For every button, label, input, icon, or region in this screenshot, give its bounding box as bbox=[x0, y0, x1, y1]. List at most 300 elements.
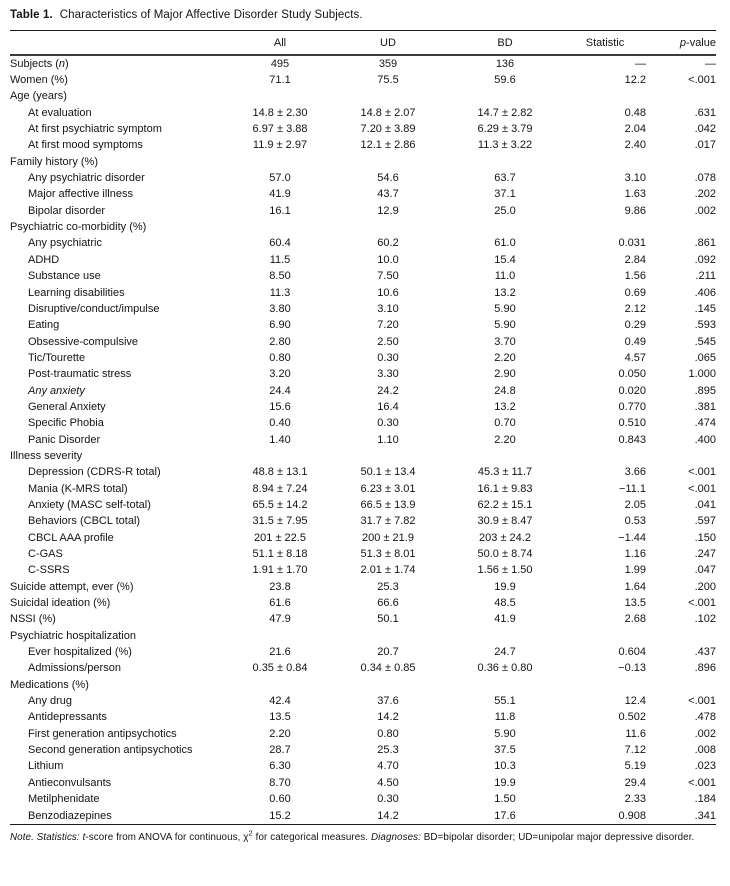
table-row bbox=[10, 775, 716, 791]
cell-p-value bbox=[646, 154, 716, 170]
cell-all: 24.4 bbox=[269, 384, 291, 397]
cell-bd bbox=[446, 89, 564, 105]
cell-bd: 11.8 bbox=[494, 711, 516, 724]
table-row bbox=[10, 546, 716, 562]
row-label: Depression (CDRS-R total) bbox=[28, 466, 161, 479]
cell-p-value: .400 bbox=[694, 433, 716, 446]
cell-all: 41.9 bbox=[269, 188, 291, 201]
cell-all bbox=[230, 628, 330, 644]
cell-all bbox=[230, 677, 330, 693]
cell-bd: 136 bbox=[495, 57, 515, 70]
cell-p-value: <.001 bbox=[688, 74, 716, 87]
table-row bbox=[10, 726, 716, 742]
cell-p-value: .200 bbox=[694, 580, 716, 593]
cell-statistic: 0.48 bbox=[624, 106, 646, 119]
column-header-ud: UD bbox=[380, 37, 396, 49]
cell-bd: 11.3 ± 3.22 bbox=[477, 139, 533, 152]
cell-p-value: <.001 bbox=[688, 466, 716, 479]
cell-statistic: 12.4 bbox=[624, 695, 646, 708]
cell-statistic: −1.44 bbox=[618, 531, 646, 544]
row-label: Psychiatric hospitalization bbox=[10, 629, 136, 642]
cell-all: 60.4 bbox=[269, 237, 291, 250]
cell-p-value: .437 bbox=[694, 646, 716, 659]
table-body bbox=[10, 55, 716, 825]
cell-p-value: .078 bbox=[694, 172, 716, 185]
cell-all: 57.0 bbox=[269, 172, 291, 185]
cell-all: 61.6 bbox=[269, 597, 291, 610]
cell-bd: 10.3 bbox=[494, 760, 516, 773]
cell-statistic bbox=[564, 628, 646, 644]
cell-all: 0.35 ± 0.84 bbox=[252, 662, 308, 675]
cell-ud: 12.1 ± 2.86 bbox=[360, 139, 416, 152]
cell-ud: 0.34 ± 0.85 bbox=[360, 662, 416, 675]
cell-statistic: 2.68 bbox=[624, 613, 646, 626]
cell-all: 42.4 bbox=[269, 695, 291, 708]
table-row bbox=[10, 236, 716, 252]
section-row bbox=[10, 219, 716, 235]
cell-ud: 75.5 bbox=[377, 74, 399, 87]
cell-ud bbox=[330, 628, 446, 644]
cell-bd bbox=[446, 219, 564, 235]
cell-ud: 0.80 bbox=[377, 727, 399, 740]
column-header-bd: BD bbox=[497, 37, 513, 49]
cell-ud: 16.4 bbox=[377, 400, 399, 413]
cell-p-value: <.001 bbox=[688, 695, 716, 708]
cell-p-value: .017 bbox=[694, 139, 716, 152]
cell-ud: 6.23 ± 3.01 bbox=[360, 482, 416, 495]
cell-bd: 1.56 ± 1.50 bbox=[477, 564, 533, 577]
table-title-label: Table 1. bbox=[10, 9, 53, 21]
cell-statistic: 2.12 bbox=[624, 302, 646, 315]
cell-statistic: 0.49 bbox=[624, 335, 646, 348]
row-label: Eating bbox=[28, 319, 60, 332]
cell-ud: 7.50 bbox=[377, 270, 399, 283]
cell-statistic: 12.2 bbox=[624, 74, 646, 87]
cell-statistic: 0.69 bbox=[624, 286, 646, 299]
cell-p-value: .092 bbox=[694, 253, 716, 266]
column-header-stat: Statistic bbox=[585, 37, 625, 49]
row-label: Post-traumatic stress bbox=[28, 368, 132, 381]
cell-ud: 10.0 bbox=[377, 253, 399, 266]
row-label: Metilphenidate bbox=[28, 793, 100, 806]
note-text-segment: 2 bbox=[248, 828, 253, 838]
cell-ud: 66.5 ± 13.9 bbox=[360, 498, 416, 511]
table-title-text: Characteristics of Major Affective Disorder Study Subjects. bbox=[59, 9, 363, 21]
cell-bd: 30.9 ± 8.47 bbox=[477, 515, 533, 528]
cell-statistic bbox=[564, 89, 646, 105]
column-header-all: All bbox=[273, 37, 287, 49]
cell-bd: 50.0 ± 8.74 bbox=[477, 548, 533, 560]
cell-bd: 24.8 bbox=[494, 384, 516, 397]
cell-all: 2.20 bbox=[269, 727, 291, 740]
cell-ud: 359 bbox=[378, 57, 398, 70]
row-label: Any psychiatric disorder bbox=[28, 172, 145, 185]
cell-statistic: 0.770 bbox=[618, 400, 646, 413]
row-label: NSSI (%) bbox=[10, 613, 56, 626]
cell-statistic: 9.86 bbox=[624, 204, 646, 217]
cell-statistic: 29.4 bbox=[624, 776, 646, 789]
note-text-segment: Diagnoses: bbox=[370, 832, 424, 844]
cell-ud: 4.50 bbox=[377, 776, 399, 789]
cell-ud: 2.50 bbox=[377, 335, 399, 348]
cell-ud: 50.1 bbox=[377, 613, 399, 626]
table-row bbox=[10, 399, 716, 415]
cell-ud: 0.30 bbox=[377, 417, 399, 430]
row-label: Major affective illness bbox=[28, 188, 133, 201]
cell-p-value: .861 bbox=[694, 237, 716, 250]
row-label: Antieconvulsants bbox=[28, 776, 112, 789]
row-label: Illness severity bbox=[10, 449, 83, 462]
table-row bbox=[10, 710, 716, 726]
cell-all: 201 ± 22.5 bbox=[254, 531, 306, 544]
cell-p-value: .042 bbox=[694, 123, 716, 136]
cell-ud: 60.2 bbox=[377, 237, 399, 250]
cell-ud: 3.30 bbox=[377, 368, 399, 381]
cell-bd: 0.36 ± 0.80 bbox=[477, 662, 533, 675]
cell-statistic: 1.99 bbox=[624, 564, 646, 577]
cell-p-value bbox=[646, 628, 716, 644]
cell-p-value bbox=[646, 219, 716, 235]
cell-statistic: 4.57 bbox=[624, 351, 646, 364]
cell-statistic: 3.10 bbox=[624, 172, 646, 185]
cell-all: 23.8 bbox=[269, 580, 291, 593]
table-header-row bbox=[10, 31, 716, 56]
section-row bbox=[10, 628, 716, 644]
row-label: Obsessive-compulsive bbox=[28, 335, 139, 348]
table-row bbox=[10, 530, 716, 546]
cell-ud: 0.30 bbox=[377, 793, 399, 806]
cell-bd: 19.9 bbox=[494, 580, 516, 593]
cell-ud: 25.3 bbox=[377, 580, 399, 593]
cell-statistic: 13.5 bbox=[624, 597, 646, 610]
cell-bd: 13.2 bbox=[494, 400, 516, 413]
cell-ud: 1.10 bbox=[377, 433, 399, 446]
row-label: Substance use bbox=[28, 270, 101, 283]
row-label: Tic/Tourette bbox=[28, 351, 86, 364]
cell-p-value bbox=[646, 677, 716, 693]
cell-statistic: 7.12 bbox=[624, 744, 646, 757]
table-row bbox=[10, 416, 716, 432]
cell-p-value: .150 bbox=[694, 531, 716, 544]
cell-statistic: 0.502 bbox=[618, 711, 646, 724]
row-label: Admissions/person bbox=[28, 662, 121, 675]
table-row bbox=[10, 383, 716, 399]
cell-ud bbox=[330, 448, 446, 464]
cell-all: 0.80 bbox=[269, 351, 291, 364]
cell-p-value: <.001 bbox=[688, 597, 716, 610]
cell-ud: 43.7 bbox=[377, 188, 399, 201]
cell-ud: 200 ± 21.9 bbox=[362, 531, 414, 544]
row-label: Second generation antipsychotics bbox=[28, 744, 193, 757]
table-row bbox=[10, 497, 716, 513]
cell-bd: 13.2 bbox=[494, 286, 516, 299]
cell-ud bbox=[330, 154, 446, 170]
cell-p-value: .474 bbox=[694, 417, 716, 430]
row-label: Family history (%) bbox=[10, 155, 99, 168]
cell-bd: 5.90 bbox=[494, 319, 516, 332]
cell-all: 11.3 bbox=[269, 286, 291, 299]
row-label: Behaviors (CBCL total) bbox=[28, 515, 141, 528]
cell-p-value: .341 bbox=[694, 809, 716, 822]
cell-ud bbox=[330, 677, 446, 693]
table-row bbox=[10, 808, 716, 825]
cell-statistic: 0.843 bbox=[618, 433, 646, 446]
cell-all: 71.1 bbox=[269, 74, 291, 87]
cell-p-value: .023 bbox=[694, 760, 716, 773]
cell-all: 47.9 bbox=[269, 613, 291, 626]
cell-statistic: 11.6 bbox=[625, 727, 646, 740]
row-label: Suicidal ideation (%) bbox=[10, 597, 111, 610]
cell-all: 6.30 bbox=[269, 760, 291, 773]
cell-statistic: 2.84 bbox=[624, 253, 646, 266]
note-text-segment: Note. Statistics: bbox=[10, 832, 83, 844]
cell-bd: 2.20 bbox=[494, 433, 516, 446]
cell-p-value bbox=[646, 448, 716, 464]
cell-p-value: 1.000 bbox=[688, 368, 716, 381]
cell-bd: 203 ± 24.2 bbox=[479, 531, 531, 544]
cell-bd: 59.6 bbox=[494, 74, 516, 87]
cell-statistic bbox=[564, 448, 646, 464]
cell-ud: 7.20 ± 3.89 bbox=[360, 123, 416, 136]
cell-all: 16.1 bbox=[269, 204, 291, 217]
cell-ud: 66.6 bbox=[377, 597, 399, 610]
cell-all: 48.8 ± 13.1 bbox=[252, 466, 308, 479]
section-row bbox=[10, 448, 716, 464]
cell-p-value: .593 bbox=[694, 319, 716, 332]
cell-statistic: 0.29 bbox=[624, 319, 646, 332]
table-title bbox=[10, 9, 720, 21]
cell-all: 1.91 ± 1.70 bbox=[252, 564, 308, 577]
row-label: Age (years) bbox=[10, 90, 67, 103]
row-label: At evaluation bbox=[28, 106, 92, 119]
cell-ud: 51.3 ± 8.01 bbox=[360, 548, 416, 560]
table-row bbox=[10, 203, 716, 219]
row-label: Mania (K-MRS total) bbox=[28, 482, 128, 495]
cell-all: 0.60 bbox=[269, 793, 291, 806]
cell-ud: 31.7 ± 7.82 bbox=[360, 515, 416, 528]
cell-statistic: 1.16 bbox=[624, 548, 646, 560]
table-row bbox=[10, 579, 716, 595]
cell-ud: 10.6 bbox=[377, 286, 399, 299]
cell-bd: 61.0 bbox=[494, 237, 516, 250]
row-label: First generation antipsychotics bbox=[28, 727, 177, 740]
table-row bbox=[10, 318, 716, 334]
cell-all bbox=[230, 89, 330, 105]
row-label: Learning disabilities bbox=[28, 286, 125, 299]
table-row bbox=[10, 105, 716, 121]
cell-bd: 6.29 ± 3.79 bbox=[477, 123, 533, 136]
row-label: Benzodiazepines bbox=[28, 809, 112, 822]
cell-all: 15.2 bbox=[269, 809, 291, 822]
row-label: CBCL AAA profile bbox=[28, 531, 114, 544]
cell-bd bbox=[446, 628, 564, 644]
cell-all: 51.1 ± 8.18 bbox=[252, 548, 308, 560]
column-header-p: p-value bbox=[679, 37, 716, 49]
cell-ud: 0.30 bbox=[377, 351, 399, 364]
cell-statistic: 0.050 bbox=[618, 368, 646, 381]
row-label: Lithium bbox=[28, 760, 64, 773]
cell-statistic bbox=[564, 154, 646, 170]
cell-p-value: .896 bbox=[694, 662, 716, 675]
cell-bd: 41.9 bbox=[494, 613, 516, 626]
row-label: ADHD bbox=[28, 253, 60, 266]
table-row bbox=[10, 187, 716, 203]
row-label: Panic Disorder bbox=[28, 433, 101, 446]
cell-bd: 48.5 bbox=[494, 597, 516, 610]
table-row bbox=[10, 661, 716, 677]
cell-all: 8.70 bbox=[269, 776, 291, 789]
table-row bbox=[10, 759, 716, 775]
cell-all: 31.5 ± 7.95 bbox=[252, 515, 308, 528]
cell-all: 8.94 ± 7.24 bbox=[252, 482, 308, 495]
row-label: Medications (%) bbox=[10, 678, 89, 691]
cell-bd: 1.50 bbox=[494, 793, 516, 806]
cell-ud: 37.6 bbox=[377, 695, 399, 708]
cell-all: 11.9 ± 2.97 bbox=[252, 139, 308, 152]
table-row bbox=[10, 301, 716, 317]
cell-p-value: — bbox=[705, 57, 716, 70]
table-note bbox=[10, 828, 720, 845]
cell-all: 3.80 bbox=[269, 302, 291, 315]
cell-statistic: 1.63 bbox=[624, 188, 646, 201]
section-row bbox=[10, 677, 716, 693]
cell-ud bbox=[330, 219, 446, 235]
cell-all: 21.6 bbox=[269, 646, 291, 659]
cell-bd: 37.5 bbox=[494, 744, 516, 757]
cell-all bbox=[230, 448, 330, 464]
cell-bd: 2.20 bbox=[494, 351, 516, 364]
cell-bd: 62.2 ± 15.1 bbox=[477, 498, 533, 511]
table-row bbox=[10, 693, 716, 709]
cell-all: 8.50 bbox=[269, 270, 291, 283]
cell-p-value: .597 bbox=[694, 515, 716, 528]
cell-ud: 12.9 bbox=[377, 204, 399, 217]
cell-ud: 14.8 ± 2.07 bbox=[360, 106, 416, 119]
table-row bbox=[10, 121, 716, 137]
row-label: C-SSRS bbox=[28, 564, 70, 577]
cell-p-value: .047 bbox=[694, 564, 716, 577]
cell-ud: 14.2 bbox=[377, 809, 399, 822]
note-text-segment: for categorical measures. bbox=[252, 832, 371, 844]
cell-p-value: .406 bbox=[694, 286, 716, 299]
cell-all: 0.40 bbox=[269, 417, 291, 430]
cell-statistic: 0.908 bbox=[618, 809, 646, 822]
table-row bbox=[10, 563, 716, 579]
cell-all: 28.7 bbox=[269, 744, 291, 757]
row-label: Subjects (n) bbox=[10, 57, 69, 70]
cell-bd: 5.90 bbox=[494, 727, 516, 740]
cell-all: 1.40 bbox=[269, 433, 291, 446]
cell-statistic: 0.510 bbox=[618, 417, 646, 430]
cell-statistic: 2.05 bbox=[624, 498, 646, 511]
cell-statistic: 1.64 bbox=[624, 580, 646, 593]
cell-bd: 11.0 bbox=[494, 270, 516, 283]
cell-statistic bbox=[564, 219, 646, 235]
cell-bd: 17.6 bbox=[494, 809, 516, 822]
cell-ud: 54.6 bbox=[377, 172, 399, 185]
cell-p-value: .381 bbox=[694, 400, 716, 413]
row-label: General Anxiety bbox=[28, 400, 106, 413]
row-label: Specific Phobia bbox=[28, 417, 104, 430]
cell-p-value: <.001 bbox=[688, 482, 716, 495]
table-row bbox=[10, 55, 716, 72]
table-row bbox=[10, 432, 716, 448]
table-row bbox=[10, 268, 716, 284]
row-label: C-GAS bbox=[28, 548, 63, 560]
cell-p-value: .102 bbox=[694, 613, 716, 626]
cell-ud: 50.1 ± 13.4 bbox=[360, 466, 416, 479]
cell-ud: 2.01 ± 1.74 bbox=[360, 564, 416, 577]
note-text-segment: -score from ANOVA for continuous, χ bbox=[85, 832, 249, 844]
characteristics-table bbox=[10, 30, 716, 825]
row-label: Suicide attempt, ever (%) bbox=[10, 580, 134, 593]
table-row bbox=[10, 644, 716, 660]
cell-p-value: .895 bbox=[694, 384, 716, 397]
cell-bd: 3.70 bbox=[494, 335, 516, 348]
table-row bbox=[10, 481, 716, 497]
row-label: Anxiety (MASC self-total) bbox=[28, 498, 151, 511]
column-header-label bbox=[10, 31, 230, 56]
row-label: Psychiatric co-morbidity (%) bbox=[10, 221, 147, 234]
cell-p-value: .184 bbox=[694, 793, 716, 806]
cell-statistic: 2.40 bbox=[624, 139, 646, 152]
note-text-segment: t bbox=[82, 832, 86, 844]
cell-statistic: −11.1 bbox=[618, 482, 646, 495]
cell-statistic: — bbox=[635, 57, 646, 70]
cell-all: 11.5 bbox=[269, 253, 291, 266]
cell-p-value: .145 bbox=[694, 302, 716, 315]
table-row bbox=[10, 595, 716, 611]
cell-p-value: .545 bbox=[694, 335, 716, 348]
cell-statistic: 1.56 bbox=[624, 270, 646, 283]
cell-bd: 24.7 bbox=[494, 646, 516, 659]
cell-bd bbox=[446, 154, 564, 170]
cell-statistic: −0.13 bbox=[618, 662, 646, 675]
section-row bbox=[10, 89, 716, 105]
table-row bbox=[10, 334, 716, 350]
cell-statistic: 2.33 bbox=[624, 793, 646, 806]
cell-all: 6.97 ± 3.88 bbox=[252, 123, 308, 136]
cell-bd: 2.90 bbox=[494, 368, 516, 381]
cell-statistic: 0.53 bbox=[624, 515, 646, 528]
table-row bbox=[10, 285, 716, 301]
row-label: Disruptive/conduct/impulse bbox=[28, 302, 160, 315]
cell-statistic bbox=[564, 677, 646, 693]
cell-all bbox=[230, 154, 330, 170]
cell-all: 65.5 ± 14.2 bbox=[252, 498, 308, 511]
cell-all: 14.8 ± 2.30 bbox=[252, 106, 308, 119]
table-row bbox=[10, 252, 716, 268]
cell-bd: 5.90 bbox=[494, 302, 516, 315]
cell-all bbox=[230, 219, 330, 235]
table-row bbox=[10, 367, 716, 383]
table-row bbox=[10, 514, 716, 530]
cell-p-value: .478 bbox=[694, 711, 716, 724]
table-row bbox=[10, 465, 716, 481]
cell-all: 15.6 bbox=[269, 400, 291, 413]
row-label: At first psychiatric symptom bbox=[28, 123, 162, 136]
row-label: Antidepressants bbox=[28, 711, 107, 724]
table-row bbox=[10, 350, 716, 366]
cell-ud: 7.20 bbox=[377, 319, 399, 332]
cell-p-value: .211 bbox=[695, 270, 716, 283]
cell-all: 3.20 bbox=[269, 368, 291, 381]
cell-ud: 4.70 bbox=[377, 760, 399, 773]
cell-all: 13.5 bbox=[269, 711, 291, 724]
section-row bbox=[10, 154, 716, 170]
cell-bd: 0.70 bbox=[494, 417, 516, 430]
cell-ud bbox=[330, 89, 446, 105]
